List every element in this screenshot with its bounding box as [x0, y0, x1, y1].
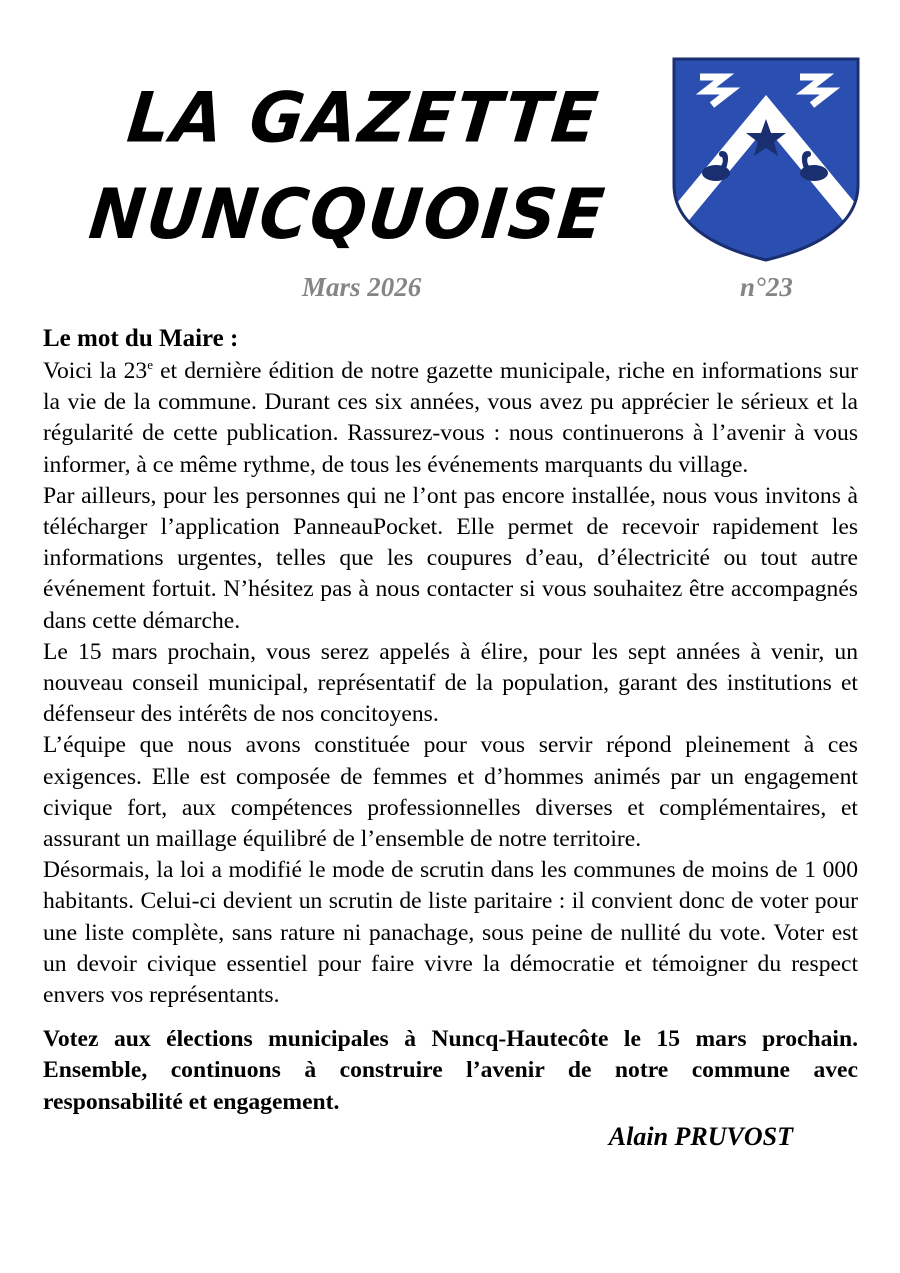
closing-call-to-vote: Votez aux élections municipales à Nuncq-Hautecôte le 15 mars prochain. Ensemble, continuons à construire l’avenir de notre commune avec responsabilité et engagement.: [43, 1026, 858, 1115]
paragraph-4: L’équipe que nous avons constituée pour vous servir répond pleinement à ces exigences. Elle est composée de femmes et d’hommes animés par un engagement civique fort, aux compétences professionnelles diverses et complémentaires, et assurant un maillage équilibré de l’ensemble de notre territoire.: [43, 732, 858, 853]
masthead-line-1: LA GAZETTE: [123, 77, 604, 159]
paragraph-5: Désormais, la loi a modifié le mode de scrutin dans les communes de moins de 1 000 habitants. Celui-ci devient un scrutin de liste paritaire : il convient donc de voter pour une liste complète, sans rature ni panachage, sous peine de nullité du vote. Voter est un devoir civique essentiel pour faire vivre la démocratie et témoigner du respect envers vos représentants.: [43, 857, 858, 1009]
issue-number: n°23: [740, 272, 793, 302]
paragraph-1-start: Voici la 23: [43, 358, 148, 384]
paragraph-2: Par ailleurs, pour les personnes qui ne l’ont pas encore installée, nous vous invitons à télécharger l’application PanneauPocket. Elle permet de recevoir rapidement les informations urgentes, telles que les coupures d’eau, d’électricité ou tout autre événement fortuit. N’hésitez pas à nous contacter si vous souhaitez être accompagnés dans cette démarche.: [43, 482, 858, 634]
article-body: [43, 322, 858, 1152]
signature: Alain PRUVOST: [608, 1121, 793, 1151]
coat-of-arms-icon: [672, 57, 860, 262]
issue-date: Mars 2026: [302, 272, 422, 302]
masthead-title: [85, 70, 625, 263]
masthead-line-2: NUNCQUOISE: [85, 173, 610, 255]
paragraph-1-rest: et dernière édition de notre gazette municipale, riche en informations sur la vie de la commune. Durant ces six années, vous avez pu apprécier le sérieux et la régularité de cette publication. Rassurez-vous : nous continuerons à l’avenir à vous informer, à ce même rythme, de tous les événements marquants du village.: [43, 358, 859, 478]
paragraph-1: [43, 356, 858, 481]
paragraph-3: Le 15 mars prochain, vous serez appelés à élire, pour les sept années à venir, un nouveau conseil municipal, représentatif de la population, garant des institutions et défenseur des intérêts de nos concitoyens.: [43, 638, 858, 728]
article-heading: Le mot du Maire :: [43, 325, 239, 352]
ordinal-superscript: e: [147, 357, 153, 373]
